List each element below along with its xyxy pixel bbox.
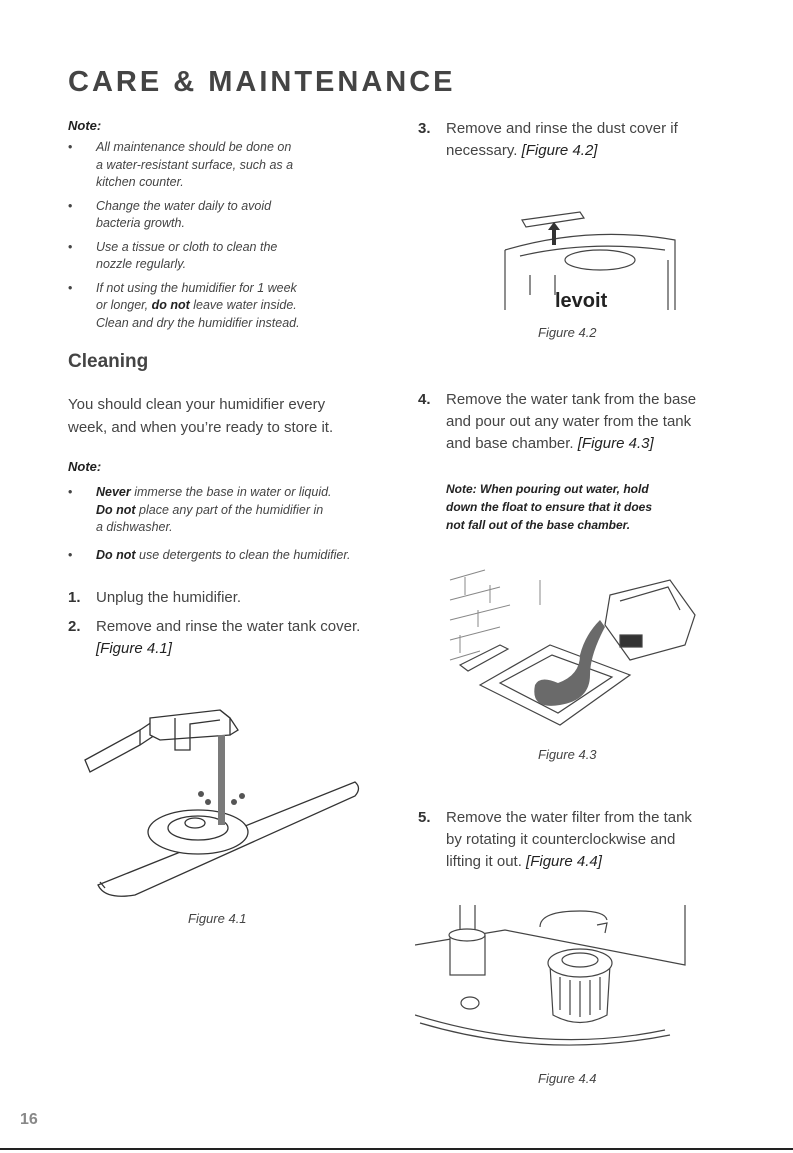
figure-caption: Figure 4.1 — [188, 911, 247, 926]
cleaning-intro: You should clean your humidifier every week, and when you’re ready to store it. — [68, 396, 334, 436]
figure-caption: Figure 4.3 — [538, 747, 597, 762]
figure-caption: Figure 4.4 — [538, 1071, 597, 1086]
step-5: 5. Remove the water filter from the tank by rotating it counterclockwise and lifting it out. [Figure 4.4] — [418, 809, 692, 870]
figure-ref: [Figure 4.3] — [577, 435, 654, 452]
step-4: 4. Remove the water tank from the base and pour out any water from the tank and base chamber. [Figure 4.3] — [418, 391, 697, 452]
page-number: 16 — [20, 1111, 38, 1128]
note-item: • If not using the humidifier for 1 week or longer, do not leave water inside. Clean and dry the humidifier instead. — [68, 280, 368, 333]
figure-ref: [Figure 4.1] — [96, 640, 172, 657]
brand-logo: levoit — [555, 290, 608, 312]
figure-ref: [Figure 4.2] — [521, 142, 598, 159]
warning-note: Note: When pouring out water, hold down the float to ensure that it does not fall out of the base chamber. — [446, 482, 653, 532]
note-item: • Do not use detergents to clean the humidifier. — [68, 547, 388, 565]
figure-caption: Figure 4.2 — [538, 325, 597, 340]
step-1: 1. Unplug the humidifier. — [68, 589, 242, 606]
figure-4-4-illustration — [415, 905, 695, 1057]
note-list — [68, 484, 388, 570]
figure-4-2-illustration — [500, 200, 685, 315]
figure-4-1-illustration — [80, 690, 370, 905]
figure-4-3-illustration — [440, 565, 710, 735]
note-item: • Change the water daily to avoid bacteria growth. — [68, 198, 368, 233]
page-title: CARE & MAINTENANCE — [68, 66, 456, 98]
step-3: 3. Remove and rinse the dust cover if necessary. [Figure 4.2] — [418, 120, 678, 159]
note-item: • Never immerse the base in water or liquid. Do not place any part of the humidifier in a dishwasher. — [68, 484, 388, 537]
note-label: Note: — [68, 459, 102, 474]
step-2: 2. Remove and rinse the water tank cover. [Figure 4.1] — [68, 616, 388, 660]
note-item: • Use a tissue or cloth to clean the nozzle regularly. — [68, 239, 368, 274]
note-item: • All maintenance should be done on a water-resistant surface, such as a kitchen counter. — [68, 139, 368, 192]
note-label: Note: — [68, 118, 102, 133]
figure-ref: [Figure 4.4] — [526, 853, 602, 870]
footer-rule — [0, 1148, 793, 1150]
note-list — [68, 139, 368, 338]
section-heading: Cleaning — [68, 351, 149, 372]
